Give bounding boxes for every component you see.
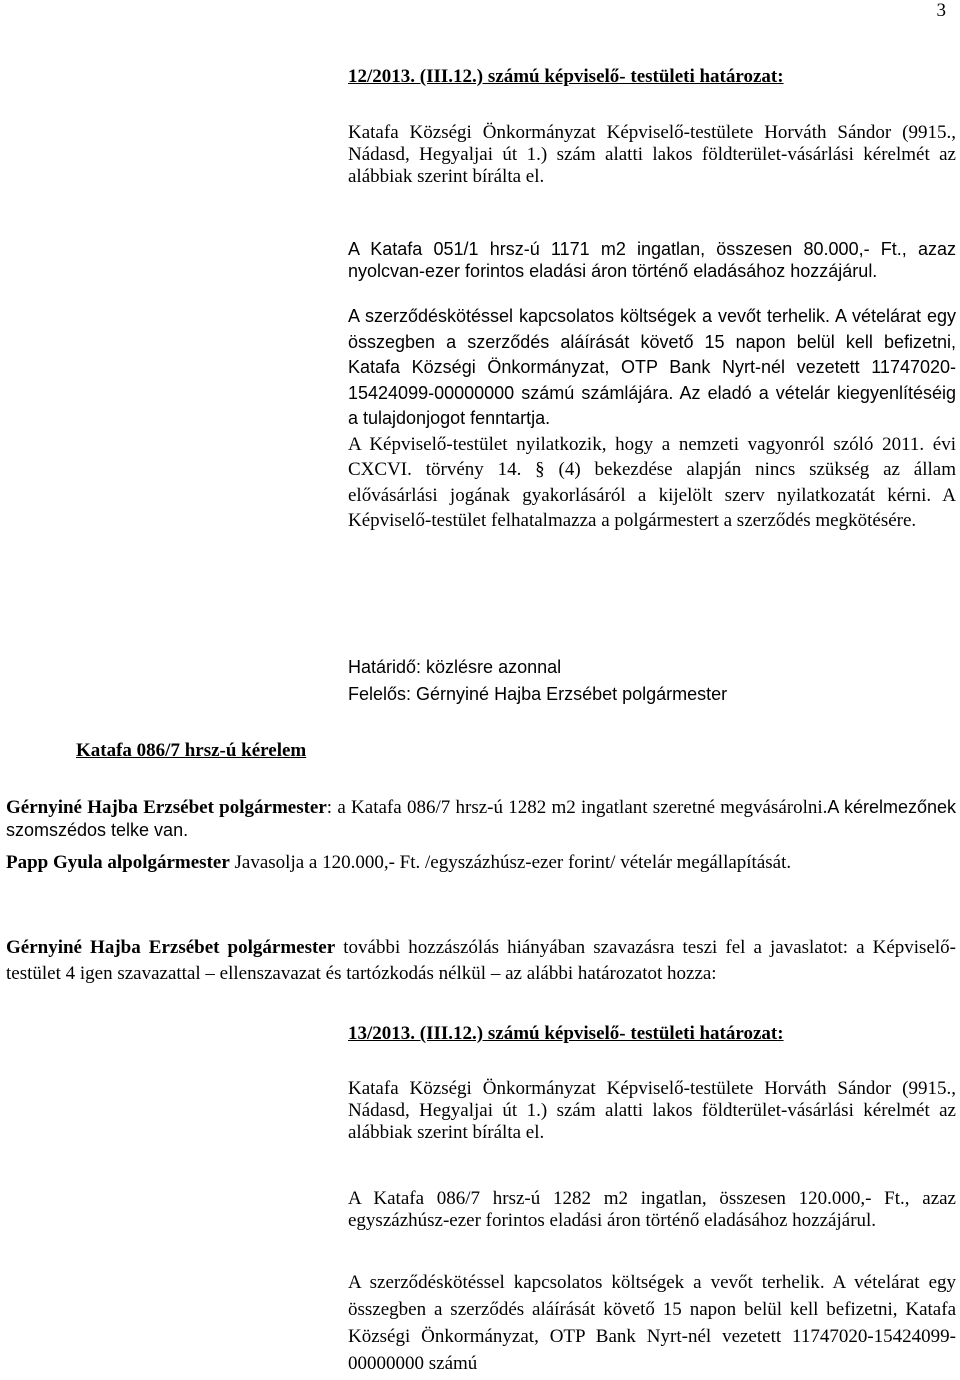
speaker-mayor-2: Gérnyiné Hajba Erzsébet polgármester [6,937,336,958]
speaker-deputy-mayor: Papp Gyula alpolgármester [6,852,230,873]
discussion-paragraph-2 [6,852,956,874]
resolution-12-sale: A Katafa 051/1 hrsz-ú 1171 m2 ingatlan, összesen 80.000,- Ft., azaz nyolcvan-ezer forintos eladási áron történő eladásához hozzájárul. [348,239,956,281]
resolution-title-2: 13/2013. (III.12.) számú képviselő- testületi határozat: [348,1023,784,1044]
discussion-text-1b: A kérelmezőnek szomszédos telke van. [6,797,957,840]
discussion-text-1: : a Katafa 086/7 hrsz-ú 1282 m2 ingatlant szeretné megvásárolni. [326,797,828,818]
resolution-12-body [348,304,956,534]
discussion-paragraph-3 [6,935,956,987]
page-number: 3 [936,0,946,21]
discussion-text-3: további hozzászólás hiányában szavazásra teszi fel a javaslatot: a Képviselő-testület 4 igen szavazattal – ellenszavazat és tartózkodás nélkül – az alábbi határozatot hozza: [6,937,956,984]
resolution-12-costs: A szerződéskötéssel kapcsolatos költségek a vevőt terhelik. A vételárat egy összegben a szerződés aláírását követő 15 napon belül kell befizetni, Katafa Községi Önkormányzat, OTP Bank Nyrt-nél vezetett 11747020-15424099-00000000 számú számlájára. Az eladó a vételár kiegyenlítéséig a tulajdonjogot fenntartja. [348,306,956,428]
discussion-text-2: Javasolja a 120.000,- Ft. /egyszázhúsz-ezer forint/ vételár megállapítását. [229,852,792,873]
resolution-title: 12/2013. (III.12.) számú képviselő- testületi határozat: [348,66,784,87]
resolution-12-deadline: Határidő: közlésre azonnal [348,657,562,677]
resolution-13-title [348,1023,956,1045]
resolution-12-responsible: Felelős: Gérnyiné Hajba Erzsébet polgármester [348,684,728,704]
resolution-13-sale: A Katafa 086/7 hrsz-ú 1282 m2 ingatlan, összesen 120.000,- Ft., azaz egyszázhúsz-ezer forintos eladási áron történő eladásához hozzájárul. [348,1188,956,1231]
resolution-12-title [348,66,956,88]
resolution-13-costs: A szerződéskötéssel kapcsolatos költségek a vevőt terhelik. A vételárat egy összegben a szerződés aláírását követő 15 napon belül kell befizetni, Katafa Községi Önkormányzat, OTP Bank Nyrt-nél vezetett 11747020-15424099-00000000 számú [348,1272,956,1374]
section-heading: Katafa 086/7 hrsz-ú kérelem [76,740,307,761]
resolution-12-intro: Katafa Községi Önkormányzat Képviselő-testülete Horváth Sándor (9915., Nádasd, Hegyaljai út 1.) szám alatti lakos földterület-vásárlási kérelmét az alábbiak szerint bírálta el. [348,122,956,187]
discussion-paragraph-1 [6,796,956,842]
resolution-13-intro: Katafa Községi Önkormányzat Képviselő-testülete Horváth Sándor (9915., Nádasd, Hegyaljai út 1.) szám alatti lakos földterület-vásárlási kérelmét az alábbiak szerint bírálta el. [348,1078,956,1143]
resolution-12-declaration: A Képviselő-testület nyilatkozik, hogy a nemzeti vagyonról szóló 2011. évi CXCVI. törvény 14. § (4) bekezdése alapján nincs szükség az állam elővásárlási jogának gyakorlásáról a kijelölt szerv nyilatkozatát kérni. A Képviselő-testület felhatalmazza a polgármestert a szerződés megkötésére. [348,433,956,531]
speaker-mayor: Gérnyiné Hajba Erzsébet polgármester [6,797,327,818]
